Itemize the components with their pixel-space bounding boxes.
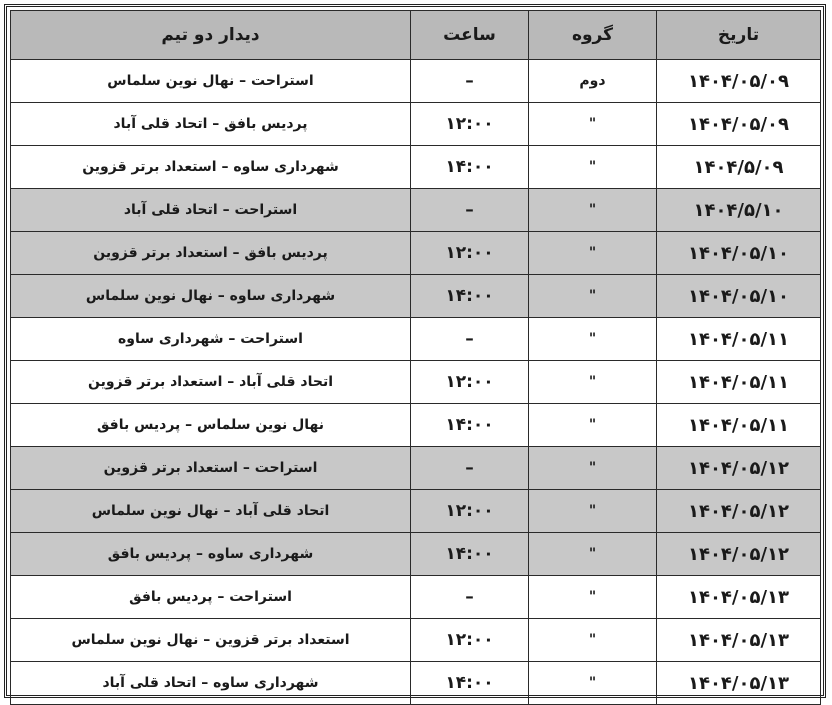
group-cell: "	[529, 232, 657, 275]
time-cell: ۱۲:۰۰	[411, 361, 529, 404]
date-cell: ۱۴۰۴/۵/۰۹	[657, 146, 821, 189]
group-cell: "	[529, 576, 657, 619]
match-cell: شهرداری ساوه – پردیس بافق	[11, 533, 411, 576]
date-cell: ۱۴۰۴/۰۵/۰۹	[657, 103, 821, 146]
table-row	[11, 146, 821, 189]
table-row	[11, 490, 821, 533]
table-row	[11, 619, 821, 662]
group-cell: دوم	[529, 60, 657, 103]
time-cell: –	[411, 60, 529, 103]
group-cell: "	[529, 189, 657, 232]
header-row	[11, 11, 821, 60]
date-cell: ۱۴۰۴/۰۵/۱۲	[657, 533, 821, 576]
date-cell: ۱۴۰۴/۰۵/۱۱	[657, 361, 821, 404]
time-cell: ۱۴:۰۰	[411, 533, 529, 576]
schedule-frame	[4, 4, 826, 698]
time-cell: ۱۴:۰۰	[411, 662, 529, 705]
group-cell: "	[529, 404, 657, 447]
table-row	[11, 232, 821, 275]
date-cell: ۱۴۰۴/۰۵/۱۳	[657, 576, 821, 619]
match-cell: پردیس بافق – اتحاد قلی آباد	[11, 103, 411, 146]
time-cell: ۱۲:۰۰	[411, 232, 529, 275]
group-cell: "	[529, 361, 657, 404]
table-row	[11, 103, 821, 146]
date-cell: ۱۴۰۴/۵/۱۰	[657, 189, 821, 232]
date-cell: ۱۴۰۴/۰۵/۱۳	[657, 619, 821, 662]
date-cell: ۱۴۰۴/۰۵/۱۰	[657, 275, 821, 318]
time-cell: ۱۲:۰۰	[411, 103, 529, 146]
schedule-body	[11, 60, 821, 705]
group-cell: "	[529, 275, 657, 318]
time-cell: ۱۴:۰۰	[411, 404, 529, 447]
group-cell: "	[529, 447, 657, 490]
time-cell: –	[411, 447, 529, 490]
table-row	[11, 576, 821, 619]
group-cell: "	[529, 318, 657, 361]
group-cell: "	[529, 146, 657, 189]
match-cell: استراحت – پردیس بافق	[11, 576, 411, 619]
date-cell: ۱۴۰۴/۰۵/۰۹	[657, 60, 821, 103]
group-cell: "	[529, 103, 657, 146]
time-cell: –	[411, 318, 529, 361]
table-row	[11, 60, 821, 103]
table-row	[11, 361, 821, 404]
table-row	[11, 404, 821, 447]
match-cell: شهرداری ساوه – نهال نوین سلماس	[11, 275, 411, 318]
match-cell: استراحت – شهرداری ساوه	[11, 318, 411, 361]
time-cell: ۱۴:۰۰	[411, 146, 529, 189]
match-cell: اتحاد قلی آباد – نهال نوین سلماس	[11, 490, 411, 533]
table-row	[11, 447, 821, 490]
match-cell: استراحت – استعداد برتر قزوین	[11, 447, 411, 490]
table-row	[11, 662, 821, 705]
date-cell: ۱۴۰۴/۰۵/۱۱	[657, 404, 821, 447]
match-cell: شهرداری ساوه – استعداد برتر قزوین	[11, 146, 411, 189]
match-cell: اتحاد قلی آباد – استعداد برتر قزوین	[11, 361, 411, 404]
time-cell: ۱۲:۰۰	[411, 490, 529, 533]
table-row	[11, 533, 821, 576]
table-row	[11, 318, 821, 361]
time-cell: –	[411, 189, 529, 232]
header-match: دیدار دو تیم	[11, 11, 411, 60]
header-time: ساعت	[411, 11, 529, 60]
match-cell: نهال نوین سلماس – پردیس بافق	[11, 404, 411, 447]
date-cell: ۱۴۰۴/۰۵/۱۳	[657, 662, 821, 705]
time-cell: –	[411, 576, 529, 619]
header-group: گروه	[529, 11, 657, 60]
table-row	[11, 189, 821, 232]
match-cell: استعداد برتر قزوین – نهال نوین سلماس	[11, 619, 411, 662]
header-date: تاریخ	[657, 11, 821, 60]
table-row	[11, 275, 821, 318]
group-cell: "	[529, 662, 657, 705]
match-cell: استراحت – نهال نوین سلماس	[11, 60, 411, 103]
match-cell: شهرداری ساوه – اتحاد قلی آباد	[11, 662, 411, 705]
date-cell: ۱۴۰۴/۰۵/۱۲	[657, 490, 821, 533]
match-cell: استراحت – اتحاد قلی آباد	[11, 189, 411, 232]
date-cell: ۱۴۰۴/۰۵/۱۱	[657, 318, 821, 361]
time-cell: ۱۲:۰۰	[411, 619, 529, 662]
group-cell: "	[529, 619, 657, 662]
date-cell: ۱۴۰۴/۰۵/۱۲	[657, 447, 821, 490]
match-cell: پردیس بافق – استعداد برتر قزوین	[11, 232, 411, 275]
group-cell: "	[529, 533, 657, 576]
date-cell: ۱۴۰۴/۰۵/۱۰	[657, 232, 821, 275]
group-cell: "	[529, 490, 657, 533]
schedule-table	[10, 10, 821, 705]
time-cell: ۱۴:۰۰	[411, 275, 529, 318]
